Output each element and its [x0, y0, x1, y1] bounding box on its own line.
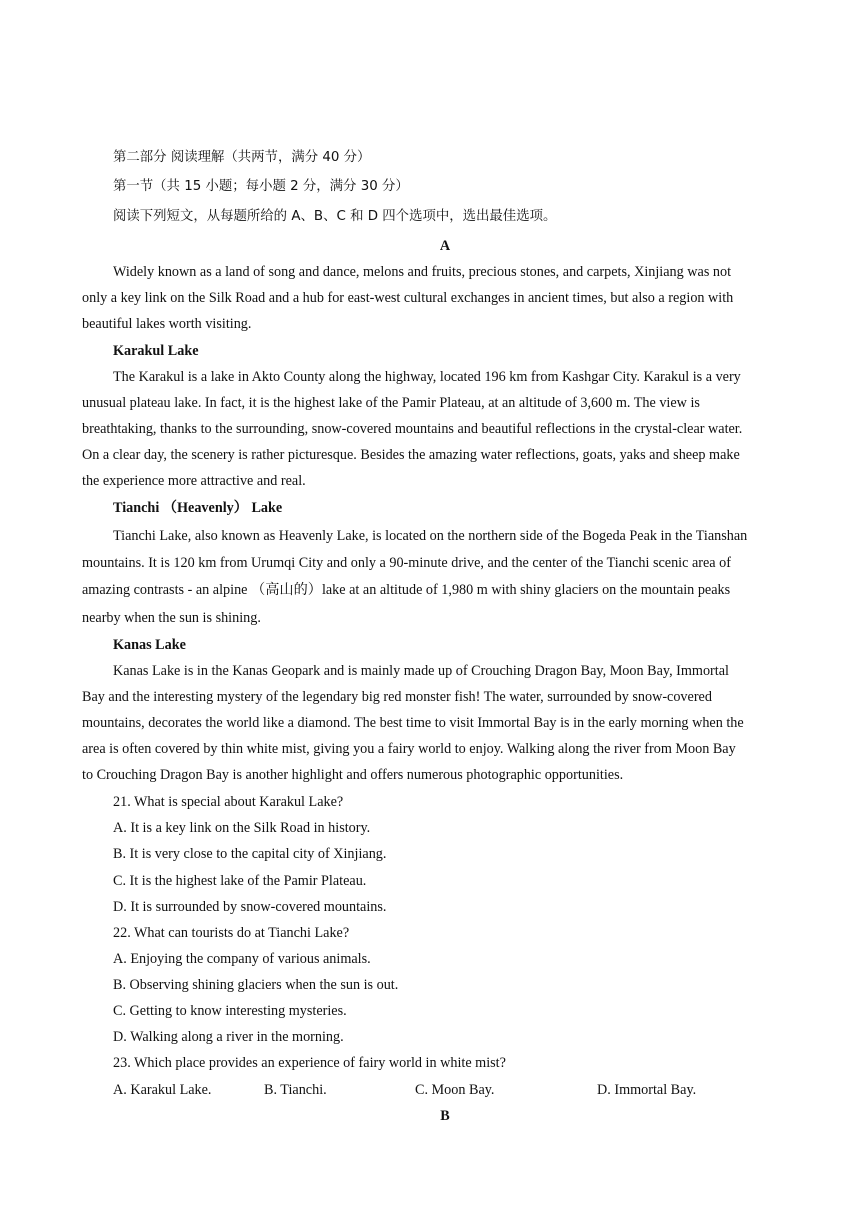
karakul-line: breathtaking, thanks to the surrounding, snow-covered mountains and beautiful reflections in the crystal-clear water. — [82, 421, 743, 437]
question-21-option-b: B. It is very close to the capital city of Xinjiang. — [113, 846, 387, 862]
intro-line: only a key link on the Silk Road and a hub for east-west cultural exchanges in ancient times, but also a region with — [82, 290, 734, 306]
question-23-option-a: A. Karakul Lake. — [113, 1082, 212, 1098]
kanas-line: Bay and the interesting mystery of the legendary big red monster fish! The water, surrounded by snow-covered — [82, 689, 712, 705]
karakul-line: unusual plateau lake. In fact, it is the highest lake of the Pamir Plateau, at an altitude of 3,600 m. The view is — [82, 395, 700, 411]
question-21-option-d: D. It is surrounded by snow-covered mountains. — [113, 899, 387, 915]
karakul-line: On a clear day, the scenery is rather picturesque. Besides the amazing water reflections, goats, yaks and sheep make — [82, 447, 740, 463]
question-22-option-b: B. Observing shining glaciers when the sun is out. — [113, 977, 399, 993]
passage-b-label: B — [440, 1108, 450, 1124]
section-heading: 第一节（共 15 小题；每小题 2 分，满分 30 分） — [113, 179, 409, 194]
kanas-line: to Crouching Dragon Bay is another highlight and offers numerous photographic opportunities. — [82, 767, 624, 783]
question-22-option-c: C. Getting to know interesting mysteries. — [113, 1003, 347, 1019]
kanas-line: area is often covered by thin white mist, giving you a fairy world to enjoy. Walking along the river from Moon Bay — [82, 741, 736, 757]
part-heading: 第二部分 阅读理解（共两节，满分 40 分） — [113, 150, 371, 165]
tianchi-heading: Tianchi （Heavenly） Lake — [113, 500, 283, 516]
karakul-heading: Karakul Lake — [113, 343, 199, 359]
question-23-option-b: B. Tianchi. — [264, 1082, 327, 1098]
question-22-option-d: D. Walking along a river in the morning. — [113, 1029, 344, 1045]
karakul-line: The Karakul is a lake in Akto County along the highway, located 196 km from Kashgar City. Karakul is a very — [113, 369, 741, 385]
kanas-line: mountains, decorates the world like a diamond. The best time to visit Immortal Bay is in the early morning when the — [82, 715, 744, 731]
intro-line: Widely known as a land of song and dance, melons and fruits, precious stones, and carpets, Xinjiang was not — [113, 264, 732, 280]
karakul-line: the experience more attractive and real. — [82, 473, 306, 489]
instruction-text: 阅读下列短文，从每题所给的 A、B、C 和 D 四个选项中，选出最佳选项。 — [113, 209, 557, 224]
intro-line: beautiful lakes worth visiting. — [82, 316, 252, 332]
question-23-option-c: C. Moon Bay. — [415, 1082, 495, 1098]
tianchi-line: Tianchi Lake, also known as Heavenly Lake, is located on the northern side of the Bogeda Peak in the Tianshan — [113, 528, 748, 544]
kanas-heading: Kanas Lake — [113, 637, 186, 653]
question-21-option-c: C. It is the highest lake of the Pamir Plateau. — [113, 873, 367, 889]
tianchi-line: mountains. It is 120 km from Urumqi City and only a 90-minute drive, and the center of the Tianchi scenic area of — [82, 555, 731, 571]
passage-a-label: A — [439, 238, 451, 254]
tianchi-line: amazing contrasts - an alpine （高山的）lake at an altitude of 1,980 m with shiny glaciers on the mountain peaks — [82, 582, 731, 598]
question-23-option-d: D. Immortal Bay. — [597, 1082, 697, 1098]
kanas-line: Kanas Lake is in the Kanas Geopark and is mainly made up of Crouching Dragon Bay, Moon Bay, Immortal — [113, 663, 729, 679]
question-22-option-a: A. Enjoying the company of various animals. — [113, 951, 371, 967]
question-21-stem: 21. What is special about Karakul Lake? — [113, 794, 344, 810]
question-22-stem: 22. What can tourists do at Tianchi Lake? — [113, 925, 350, 941]
question-23-stem: 23. Which place provides an experience of fairy world in white mist? — [113, 1055, 506, 1071]
tianchi-line: nearby when the sun is shining. — [82, 610, 261, 626]
question-21-option-a: A. It is a key link on the Silk Road in history. — [113, 820, 371, 836]
